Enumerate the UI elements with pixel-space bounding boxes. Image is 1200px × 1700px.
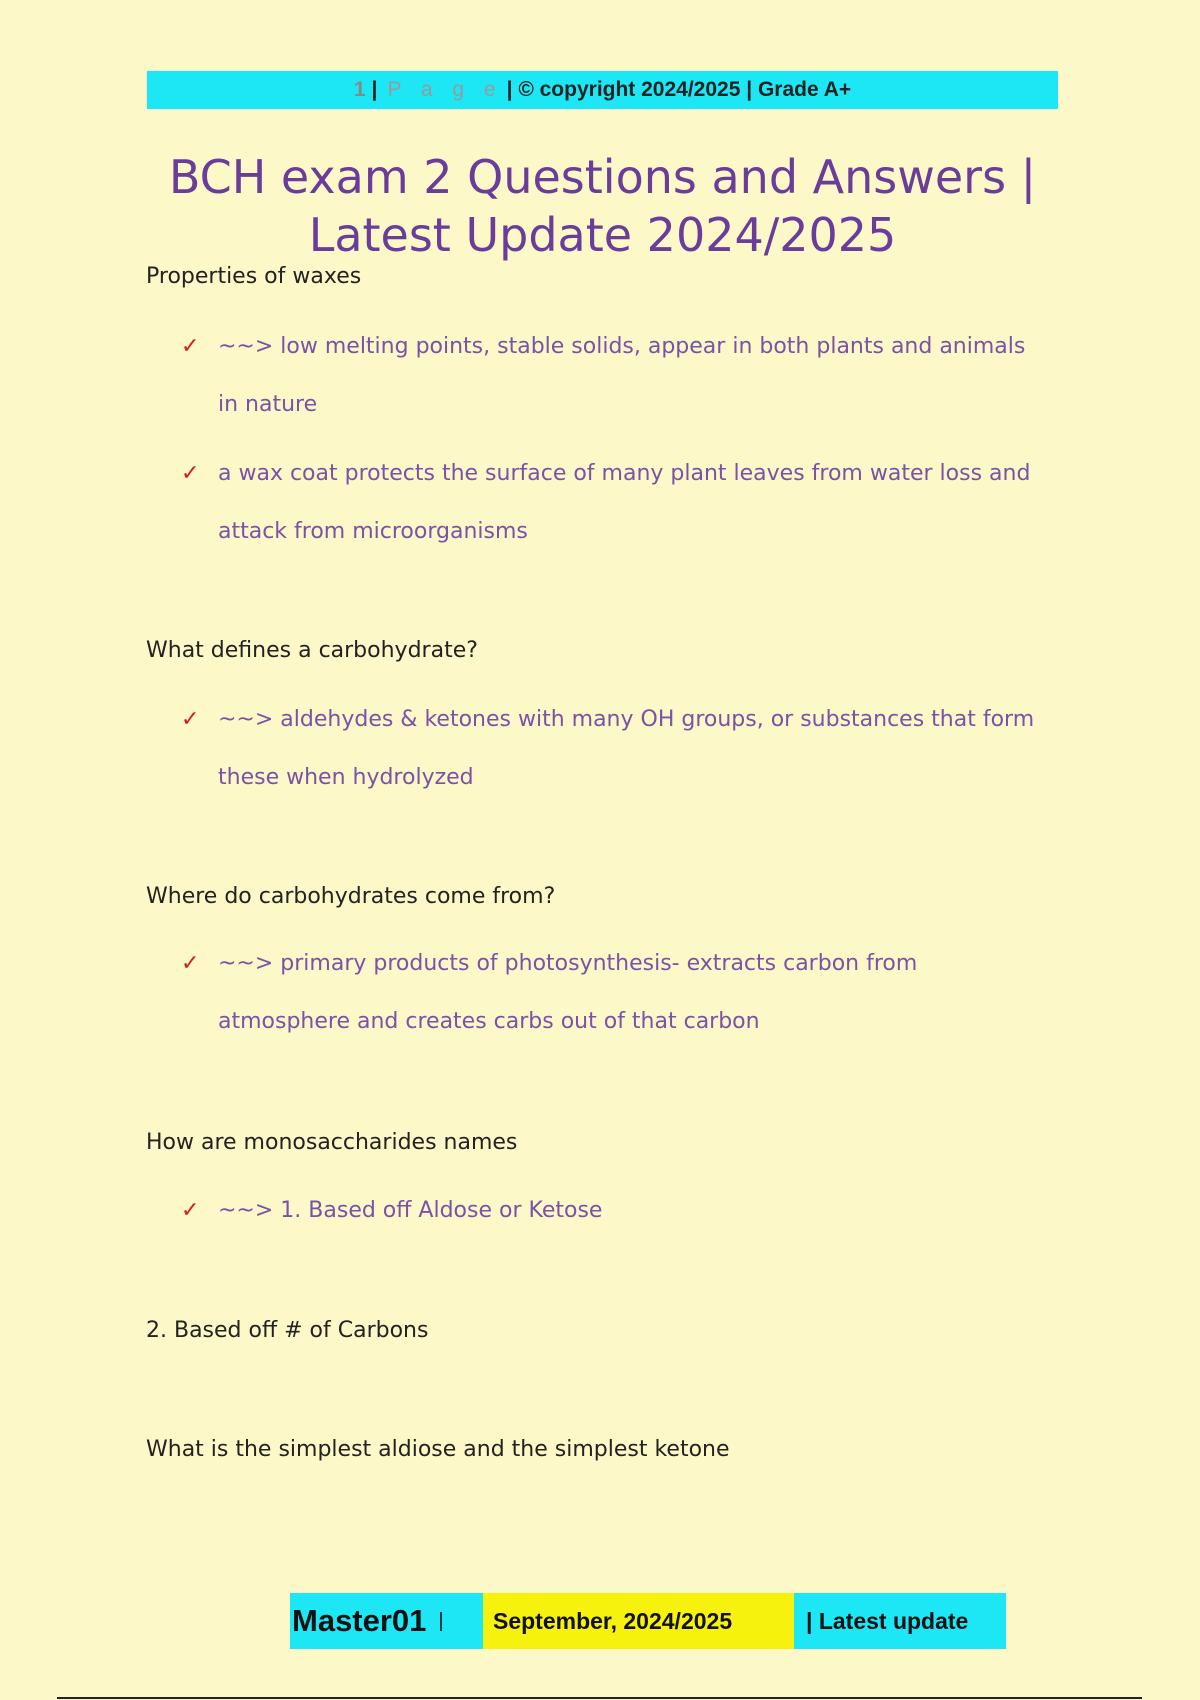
question-5: What is the simplest aldiose and the simplest ketone xyxy=(146,1437,730,1462)
footer-author-box xyxy=(290,1593,483,1649)
answer-1-2: a wax coat protects the surface of many plant leaves from water loss and attack from microorganisms xyxy=(218,461,1031,544)
document-title xyxy=(130,148,1075,264)
question-1: Properties of waxes xyxy=(146,264,362,289)
title-line-1: BCH exam 2 Questions and Answers | xyxy=(168,150,1037,204)
header-separator: | xyxy=(371,78,378,101)
bottom-divider xyxy=(57,1697,1142,1699)
question-3: Where do carbohydrates come from? xyxy=(146,884,556,909)
footer-date: September, 2024/2025 xyxy=(483,1593,794,1649)
check-icon: ✓ xyxy=(181,461,200,486)
answer-3-1: ~~> primary products of photosynthesis- extracts carbon from atmosphere and creates carbs out of that carbon xyxy=(218,951,918,1034)
footer-author: Master01 xyxy=(292,1603,427,1638)
page-footer xyxy=(290,1593,1006,1649)
footer-separator: | xyxy=(438,1609,444,1632)
title-line-2: Latest Update 2024/2025 xyxy=(308,208,897,262)
check-icon: ✓ xyxy=(181,707,200,732)
page-label: P a g e xyxy=(387,78,503,101)
check-icon: ✓ xyxy=(181,951,200,976)
footer-latest-update: | Latest update xyxy=(794,1593,1006,1649)
answer-1-1: ~~> low melting points, stable solids, appear in both plants and animals in nature xyxy=(218,334,1026,417)
page-number: 1 xyxy=(353,78,366,101)
copyright-grade: | © copyright 2024/2025 | Grade A+ xyxy=(506,78,852,101)
check-icon: ✓ xyxy=(181,334,200,359)
check-icon: ✓ xyxy=(181,1198,200,1223)
question-4: How are monosaccharides names xyxy=(146,1130,518,1155)
answer-2-1: ~~> aldehydes & ketones with many OH groups, or substances that form these when hydrolyzed xyxy=(218,707,1035,790)
extra-line: 2. Based off # of Carbons xyxy=(146,1318,429,1343)
page-header-bar xyxy=(147,71,1058,109)
question-2: What defines a carbohydrate? xyxy=(146,638,478,663)
answer-4-1: ~~> 1. Based off Aldose or Ketose xyxy=(218,1198,603,1223)
